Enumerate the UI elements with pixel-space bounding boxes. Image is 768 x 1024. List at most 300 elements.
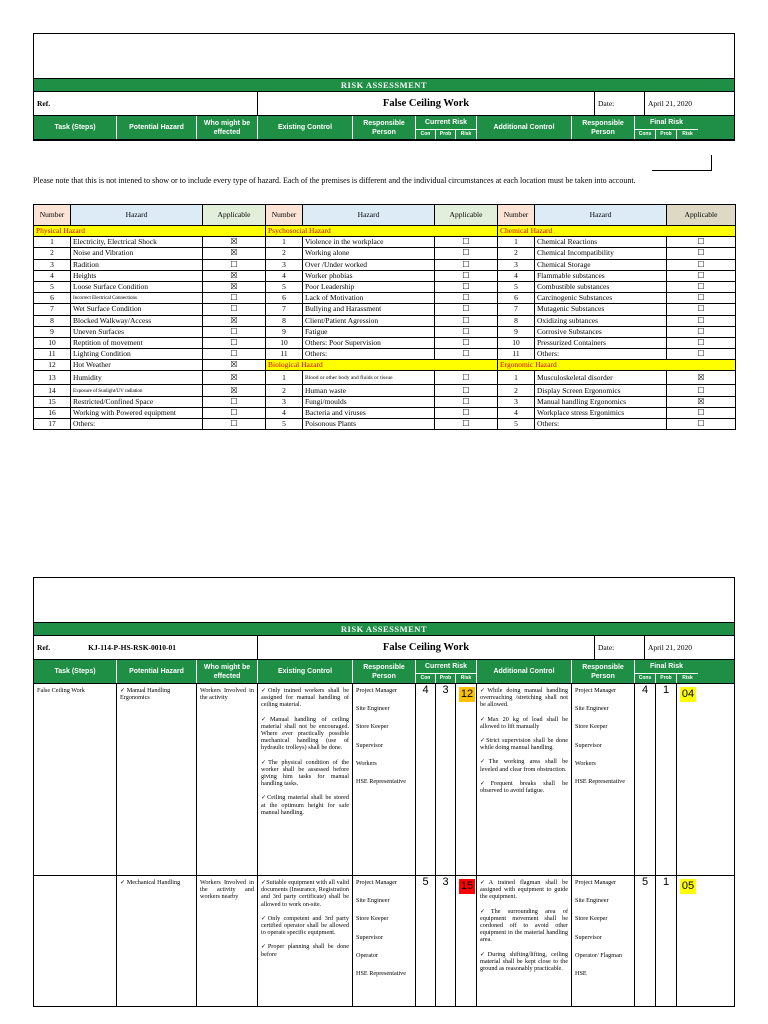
responsible-person: Workers bbox=[356, 759, 377, 767]
table-row bbox=[34, 396, 736, 407]
hazard-number: 11 bbox=[498, 349, 535, 360]
responsible-person: HSE Representative bbox=[356, 970, 407, 978]
responsible-person: Site Engineer bbox=[356, 705, 390, 713]
work-title: False Ceiling Work bbox=[258, 92, 595, 115]
task-cell: False Ceiling Work bbox=[34, 684, 117, 875]
hazard-number: 1 bbox=[266, 371, 303, 385]
control-item: ✓ The surrounding area of equipment movement shall be cordoned off to avoid other equipment in the material handling area. bbox=[480, 908, 568, 944]
applicable-checkbox: ☐ bbox=[667, 419, 736, 430]
disclaimer-note: Please note that this is not intened to show or to include every type of hazard. Each of the premises is different and the individual circumstances at each location must be taken into account. bbox=[33, 176, 636, 185]
divider bbox=[711, 155, 712, 171]
hazard-number: 2 bbox=[34, 248, 71, 259]
final-prob: 1 bbox=[656, 876, 677, 1006]
applicable-checkbox: ☒ bbox=[203, 371, 266, 385]
hazard-name: Flammable substances bbox=[535, 270, 667, 281]
col-existing: Existing Control bbox=[258, 116, 353, 139]
table-row bbox=[34, 259, 736, 270]
hazard-name: Others: Poor Supervision bbox=[303, 337, 435, 348]
logo-area bbox=[34, 34, 734, 79]
hazard-name: Wet Surface Condition bbox=[71, 304, 203, 315]
current-risk-value: 12 bbox=[460, 688, 474, 700]
assessment-rows bbox=[34, 684, 734, 1006]
applicable-checkbox: ☐ bbox=[667, 270, 736, 281]
applicable-checkbox: ☐ bbox=[667, 337, 736, 348]
hazard-name: Workplace stress Ergonimics bbox=[535, 407, 667, 418]
sub-risk: Risk bbox=[460, 131, 472, 137]
table-row bbox=[34, 337, 736, 348]
ref-label: Ref. bbox=[37, 99, 51, 108]
additional-control-cell bbox=[477, 876, 572, 1006]
applicable-checkbox: ☐ bbox=[435, 326, 498, 337]
hazard-name: Blocked Walkway/Access bbox=[71, 315, 203, 326]
hazard-name: Worker phobias bbox=[303, 270, 435, 281]
hazard-number: 10 bbox=[266, 337, 303, 348]
hazard-name: Radition bbox=[71, 259, 203, 270]
hazard-name: Poisonous Plants bbox=[303, 419, 435, 430]
applicable-checkbox: ☐ bbox=[435, 419, 498, 430]
hazard-number: 2 bbox=[266, 248, 303, 259]
control-item: ✓ While doing manual handling overreaching /stretching shall not be allowed. bbox=[480, 687, 568, 709]
hazard-name: Poor Leadership bbox=[303, 281, 435, 292]
existing-control-cell bbox=[258, 876, 353, 1006]
header-applicable: Applicable bbox=[435, 205, 498, 226]
responsible-person: Operator/ Flagman bbox=[575, 951, 622, 959]
work-title: False Ceiling Work bbox=[258, 636, 595, 659]
applicable-checkbox: ☐ bbox=[667, 385, 736, 396]
sub-risk: Risk bbox=[460, 675, 472, 681]
ref-row bbox=[34, 636, 734, 660]
hazard-name: Bullying and Harassment bbox=[303, 304, 435, 315]
hazard-name: Loose Surface Condition bbox=[71, 281, 203, 292]
table-row bbox=[34, 293, 736, 304]
sub-prob: Prob bbox=[436, 674, 456, 683]
hazard-number: 7 bbox=[34, 304, 71, 315]
hazard-name: Electricity, Electrical Shock bbox=[71, 237, 203, 248]
col-responsible: Responsible Person bbox=[353, 660, 416, 683]
current-risk-cell bbox=[456, 876, 477, 1006]
responsible-person: Project Manager bbox=[356, 687, 398, 694]
hazard-name: Display Screen Ergonomics bbox=[535, 385, 667, 396]
applicable-checkbox: ☒ bbox=[667, 371, 736, 385]
control-item: ✓ Only trained workers shall be assigned for manual handling of ceiling material. bbox=[261, 687, 349, 709]
section-header-physical: Physical Hazard bbox=[34, 226, 266, 237]
applicable-checkbox: ☒ bbox=[203, 315, 266, 326]
hazard-number: 9 bbox=[266, 326, 303, 337]
control-item: ✓ The working area shall be leveled and clear from obstruction. bbox=[480, 758, 568, 772]
hazard-number: 9 bbox=[34, 326, 71, 337]
applicable-checkbox: ☐ bbox=[203, 304, 266, 315]
responsible-person: Project Manager bbox=[575, 687, 617, 694]
applicable-checkbox: ☐ bbox=[203, 337, 266, 348]
applicable-checkbox: ☐ bbox=[435, 270, 498, 281]
hazard-name: Incorrect Electrical Connections bbox=[71, 293, 203, 304]
hazard-name: Others: bbox=[535, 419, 667, 430]
hazard-name: Lack of Motivation bbox=[303, 293, 435, 304]
final-cons: 5 bbox=[635, 876, 656, 1006]
ref-label: Ref. bbox=[37, 643, 51, 652]
applicable-checkbox: ☐ bbox=[435, 315, 498, 326]
hazard-name: Bacteria and viruses bbox=[303, 407, 435, 418]
hazard-name: Hot Weather bbox=[71, 360, 203, 371]
hazard-number: 13 bbox=[34, 371, 71, 385]
logo-area bbox=[34, 578, 734, 623]
control-item: ✓ A trained flagman shall be assigned with equipment to guide the equipment. bbox=[480, 879, 568, 901]
applicable-checkbox: ☐ bbox=[667, 293, 736, 304]
col-responsible2: Responsible Person bbox=[572, 660, 635, 683]
applicable-checkbox: ☐ bbox=[435, 237, 498, 248]
final-risk-value: 04 bbox=[681, 688, 695, 700]
sub-prob: Prob bbox=[656, 130, 677, 139]
responsible-person: Store Keeper bbox=[356, 723, 389, 731]
hazard-name: Violence in the workplace bbox=[303, 237, 435, 248]
date-label: Date: bbox=[595, 636, 645, 659]
final-cons: 4 bbox=[635, 684, 656, 875]
hazard-number: 12 bbox=[34, 360, 71, 371]
applicable-checkbox: ☐ bbox=[667, 281, 736, 292]
divider bbox=[652, 170, 711, 171]
ref-cell bbox=[34, 92, 258, 115]
hazard-checklist-table bbox=[33, 204, 736, 430]
hazard-number: 3 bbox=[498, 396, 535, 407]
sub-con: Con bbox=[416, 674, 436, 683]
hazard-number: 7 bbox=[266, 304, 303, 315]
applicable-checkbox: ☐ bbox=[435, 304, 498, 315]
col-hazard: Potential Hazard bbox=[117, 660, 197, 683]
applicable-checkbox: ☐ bbox=[203, 293, 266, 304]
current-prob: 3 bbox=[436, 876, 456, 1006]
table-row bbox=[34, 407, 736, 418]
hazard-number: 5 bbox=[266, 281, 303, 292]
applicable-checkbox: ☐ bbox=[667, 326, 736, 337]
hazard-number: 1 bbox=[498, 237, 535, 248]
hazard-number: 4 bbox=[266, 407, 303, 418]
hazard-name: Others: bbox=[303, 349, 435, 360]
table-row bbox=[34, 326, 736, 337]
control-item: ✓ Suitable equipment with all valid documents (Insurance, Registration and 3rd party certificate) shall be allowed to work on-site. bbox=[261, 879, 349, 908]
control-item: ✓ Manual handling of ceiling material shall not be encouraged. Where ever practically possible mechanical handling (use of hydraulic trolleys) shall be done. bbox=[261, 716, 349, 752]
applicable-checkbox: ☐ bbox=[435, 371, 498, 385]
control-item: ✓ Ceiling material shall be stored at the optimum height for safe manual handling. bbox=[261, 794, 349, 816]
responsible-person: Project Manager bbox=[575, 879, 617, 886]
hazard-name: Chemical Incompatibility bbox=[535, 248, 667, 259]
task-cell bbox=[34, 876, 117, 1006]
responsible-person: Site Engineer bbox=[575, 897, 609, 905]
hazard-name: Combustible substances bbox=[535, 281, 667, 292]
hazard-number: 16 bbox=[34, 407, 71, 418]
col-additional: Additional Control bbox=[477, 116, 572, 139]
hazard-name bbox=[303, 371, 435, 385]
hazard-number: 2 bbox=[266, 385, 303, 396]
hazard-name: Oxidizing subtances bbox=[535, 315, 667, 326]
header-hazard: Hazard bbox=[71, 205, 203, 226]
sub-risk: Risk bbox=[682, 675, 693, 681]
hazard-name: Uneven Surfaces bbox=[71, 326, 203, 337]
control-item: ✓ Frequent breaks shall be observed to avoid fatigue. bbox=[480, 780, 568, 794]
col-hazard: Potential Hazard bbox=[117, 116, 197, 139]
applicable-checkbox: ☐ bbox=[667, 248, 736, 259]
hazard-name: Client/Patient Agression bbox=[303, 315, 435, 326]
responsible-person: Store Keeper bbox=[356, 915, 389, 923]
hazard-name: Fatigue bbox=[303, 326, 435, 337]
hazard-number: 11 bbox=[34, 349, 71, 360]
section-header-ergonomic: Ergonomic Hazard bbox=[498, 360, 736, 371]
responsible-cell bbox=[353, 876, 416, 1006]
applicable-checkbox: ☐ bbox=[435, 259, 498, 270]
hazard-number: 15 bbox=[34, 396, 71, 407]
table-row bbox=[34, 371, 736, 385]
hazard-number: 5 bbox=[498, 281, 535, 292]
sub-cons: Cons bbox=[635, 674, 656, 683]
responsible-person: Operator bbox=[356, 951, 378, 959]
hazard-number: 17 bbox=[34, 419, 71, 430]
hazard-number: 5 bbox=[266, 419, 303, 430]
col-who: Who might be effected bbox=[197, 116, 258, 139]
section-header-chemical: Chemical Hazard bbox=[498, 226, 736, 237]
table-row bbox=[34, 304, 736, 315]
applicable-checkbox: ☒ bbox=[203, 237, 266, 248]
hazard-name: Carcinogenic Substances bbox=[535, 293, 667, 304]
final-risk-label: Final Risk bbox=[649, 663, 684, 670]
applicable-checkbox: ☐ bbox=[435, 281, 498, 292]
hazard-number: 4 bbox=[498, 270, 535, 281]
hazard-name: Lighting Condition bbox=[71, 349, 203, 360]
applicable-checkbox: ☐ bbox=[203, 326, 266, 337]
hazard-name: Over /Under worked bbox=[303, 259, 435, 270]
current-prob: 3 bbox=[436, 684, 456, 875]
header-hazard: Hazard bbox=[303, 205, 435, 226]
hazard-number: 3 bbox=[34, 259, 71, 270]
ref-row bbox=[34, 92, 734, 116]
hazard-number: 3 bbox=[266, 396, 303, 407]
hazard-name: Corrosive Substances bbox=[535, 326, 667, 337]
hazard-name: Working with Powered equipment bbox=[71, 407, 203, 418]
section-header-psychosocial: Psychosocial Hazard bbox=[266, 226, 498, 237]
hazard-number: 9 bbox=[498, 326, 535, 337]
responsible-person: Supervisor bbox=[575, 741, 602, 749]
hazard-number: 7 bbox=[498, 304, 535, 315]
col-task: Task (Steps) bbox=[34, 116, 117, 139]
current-risk-label: Current Risk bbox=[424, 119, 467, 126]
hazard-number: 8 bbox=[266, 315, 303, 326]
applicable-checkbox: ☒ bbox=[203, 281, 266, 292]
responsible-person: Workers bbox=[575, 759, 596, 767]
applicable-checkbox: ☐ bbox=[435, 337, 498, 348]
existing-control-cell bbox=[258, 684, 353, 875]
applicable-checkbox: ☐ bbox=[203, 259, 266, 270]
hazard-table-header bbox=[34, 205, 736, 226]
sub-prob: Prob bbox=[656, 674, 677, 683]
sub-prob: Prob bbox=[436, 130, 456, 139]
col-who: Who might be effected bbox=[197, 660, 258, 683]
applicable-checkbox: ☐ bbox=[203, 349, 266, 360]
date-label: Date: bbox=[595, 92, 645, 115]
hazard-number: 3 bbox=[266, 259, 303, 270]
hazard-name: Reptition of movement bbox=[71, 337, 203, 348]
applicable-checkbox: ☒ bbox=[203, 248, 266, 259]
col-responsible2: Responsible Person bbox=[572, 116, 635, 139]
applicable-checkbox: ☐ bbox=[203, 396, 266, 407]
ref-value: KJ-114-P-HS-RSK-0010-01 bbox=[88, 643, 177, 652]
applicable-checkbox: ☐ bbox=[435, 248, 498, 259]
control-item: ✓ Proper planning shall be done before bbox=[261, 943, 349, 957]
final-risk-value: 05 bbox=[681, 880, 695, 892]
hazard-number: 8 bbox=[34, 315, 71, 326]
applicable-checkbox: ☐ bbox=[435, 407, 498, 418]
hazard-number: 5 bbox=[498, 419, 535, 430]
final-risk-cell bbox=[677, 876, 698, 1006]
hazard-number: 5 bbox=[34, 281, 71, 292]
responsible-cell bbox=[572, 876, 635, 1006]
ref-cell bbox=[34, 636, 258, 659]
hazard-number: 8 bbox=[498, 315, 535, 326]
responsible-person: Supervisor bbox=[356, 933, 383, 941]
date-value: April 21, 2020 bbox=[648, 99, 692, 108]
hazard-number: 1 bbox=[266, 237, 303, 248]
responsible-person: Site Engineer bbox=[356, 897, 390, 905]
responsible-cell bbox=[572, 684, 635, 875]
hazard-number: 1 bbox=[498, 371, 535, 385]
current-con: 4 bbox=[416, 684, 436, 875]
hazard-name: Mutagenic Substances bbox=[535, 304, 667, 315]
hazard-name: Noise and Vibration bbox=[71, 248, 203, 259]
responsible-person: Store Keeper bbox=[575, 723, 608, 731]
applicable-checkbox: ☒ bbox=[203, 360, 266, 371]
who-cell: Workers Involved in the activity and workers nearby bbox=[197, 876, 258, 1006]
control-item: ✓ Strict supervision shall be done while doing manual handling. bbox=[480, 737, 568, 751]
hazard-name: Human waste bbox=[303, 385, 435, 396]
sub-cons: Cons bbox=[635, 130, 656, 139]
responsible-person: HSE Representative bbox=[356, 778, 407, 786]
col-final-risk bbox=[635, 660, 698, 683]
responsible-cell bbox=[353, 684, 416, 875]
hazard-name-text: Blood or other body and fluids or tissue bbox=[305, 374, 393, 381]
table-row bbox=[34, 419, 736, 430]
current-risk-label: Current Risk bbox=[424, 663, 467, 670]
hazard-name: Pressurized Containers bbox=[535, 337, 667, 348]
responsible-person: Project Manager bbox=[356, 879, 398, 886]
hazard-number: 6 bbox=[34, 293, 71, 304]
hazard-number: 11 bbox=[266, 349, 303, 360]
col-additional: Additional Control bbox=[477, 660, 572, 683]
hazard-number: 6 bbox=[266, 293, 303, 304]
responsible-person: Supervisor bbox=[575, 933, 602, 941]
hazard-name: Chemical Reactions bbox=[535, 237, 667, 248]
header-hazard: Hazard bbox=[535, 205, 667, 226]
applicable-checkbox: ☐ bbox=[203, 407, 266, 418]
sub-risk: Risk bbox=[682, 131, 693, 137]
header-number: Number bbox=[498, 205, 535, 226]
hazard-name: Others: bbox=[535, 349, 667, 360]
applicable-checkbox: ☐ bbox=[667, 315, 736, 326]
hazard-name: Humidity bbox=[71, 371, 203, 385]
current-con: 5 bbox=[416, 876, 436, 1006]
risk-assessment-header-1 bbox=[33, 33, 735, 141]
control-item: ✓ During shifting/lifting, ceiling material shall be kept close to the ground as reasonably practicable. bbox=[480, 951, 568, 973]
table-row bbox=[34, 315, 736, 326]
hazard-name: Exposure of Sunlight/UV radiation bbox=[71, 385, 203, 396]
hazard-number: 1 bbox=[34, 237, 71, 248]
control-item: ✓ Max 20 kg of load shall be allowed to lift manually bbox=[480, 716, 568, 730]
hazard-number: 2 bbox=[498, 248, 535, 259]
hazard-number: 10 bbox=[498, 337, 535, 348]
assessment-row bbox=[34, 876, 734, 1006]
table-row bbox=[34, 385, 736, 396]
col-task: Task (Steps) bbox=[34, 660, 117, 683]
header-applicable: Applicable bbox=[667, 205, 736, 226]
hazard-name: Manual handling Ergonomics bbox=[535, 396, 667, 407]
applicable-checkbox: ☒ bbox=[667, 396, 736, 407]
col-current-risk bbox=[416, 660, 477, 683]
hazard-number: 14 bbox=[34, 385, 71, 396]
final-risk-label: Final Risk bbox=[649, 119, 684, 126]
hazard-number: 3 bbox=[498, 259, 535, 270]
hazard-number: 4 bbox=[266, 270, 303, 281]
hazard-name: Heights bbox=[71, 270, 203, 281]
final-prob: 1 bbox=[656, 684, 677, 875]
applicable-checkbox: ☐ bbox=[435, 385, 498, 396]
assessment-row bbox=[34, 684, 734, 876]
control-item: ✓ Only competent and 3rd party certified operator shall be allowed to operate specific equipment. bbox=[261, 915, 349, 937]
hazard-cell: ✓ Manual Handling Ergonomics bbox=[117, 684, 197, 875]
responsible-person: Supervisor bbox=[356, 741, 383, 749]
hazard-name: Fungi/moulds bbox=[303, 396, 435, 407]
hazard-number: 2 bbox=[498, 385, 535, 396]
control-item: ✓ The physical condition of the worker shall be assessed before giving him tasks for manual handling tasks. bbox=[261, 759, 349, 788]
hazard-number: 10 bbox=[34, 337, 71, 348]
table-row bbox=[34, 248, 736, 259]
additional-control-cell bbox=[477, 684, 572, 875]
header-number: Number bbox=[34, 205, 71, 226]
table-row bbox=[34, 237, 736, 248]
table-row bbox=[34, 270, 736, 281]
col-final-risk bbox=[635, 116, 698, 139]
responsible-person: HSE bbox=[575, 970, 587, 978]
responsible-person: Store Keeper bbox=[575, 915, 608, 923]
header-number: Number bbox=[266, 205, 303, 226]
current-risk-value: 15 bbox=[460, 880, 474, 892]
applicable-checkbox: ☐ bbox=[667, 349, 736, 360]
ra-title: RISK ASSESSMENT bbox=[34, 79, 734, 92]
column-header-row bbox=[34, 116, 734, 140]
hazard-number: 6 bbox=[498, 293, 535, 304]
responsible-person: HSE Representative bbox=[575, 778, 626, 786]
applicable-checkbox: ☐ bbox=[435, 293, 498, 304]
final-risk-cell bbox=[677, 684, 698, 875]
applicable-checkbox: ☒ bbox=[203, 385, 266, 396]
applicable-checkbox: ☐ bbox=[435, 349, 498, 360]
responsible-person: Site Engineer bbox=[575, 705, 609, 713]
hazard-section-row bbox=[34, 226, 736, 237]
applicable-checkbox: ☐ bbox=[203, 419, 266, 430]
applicable-checkbox: ☐ bbox=[667, 304, 736, 315]
hazard-number: 4 bbox=[498, 407, 535, 418]
hazard-name: Chemical Storage bbox=[535, 259, 667, 270]
hazard-name: Restricted/Confined Space bbox=[71, 396, 203, 407]
who-cell: Workers Involved in the activity bbox=[197, 684, 258, 875]
col-current-risk bbox=[416, 116, 477, 139]
hazard-number: 4 bbox=[34, 270, 71, 281]
header-applicable: Applicable bbox=[203, 205, 266, 226]
col-responsible: Responsible Person bbox=[353, 116, 416, 139]
hazard-name: Others: bbox=[71, 419, 203, 430]
table-row bbox=[34, 360, 736, 371]
hazard-name: Musculoskeletal disorder bbox=[535, 371, 667, 385]
current-risk-cell bbox=[456, 684, 477, 875]
sub-con: Con bbox=[416, 130, 436, 139]
section-header-biological: Biological Hazard bbox=[266, 360, 498, 371]
column-header-row bbox=[34, 660, 734, 684]
applicable-checkbox: ☐ bbox=[667, 407, 736, 418]
